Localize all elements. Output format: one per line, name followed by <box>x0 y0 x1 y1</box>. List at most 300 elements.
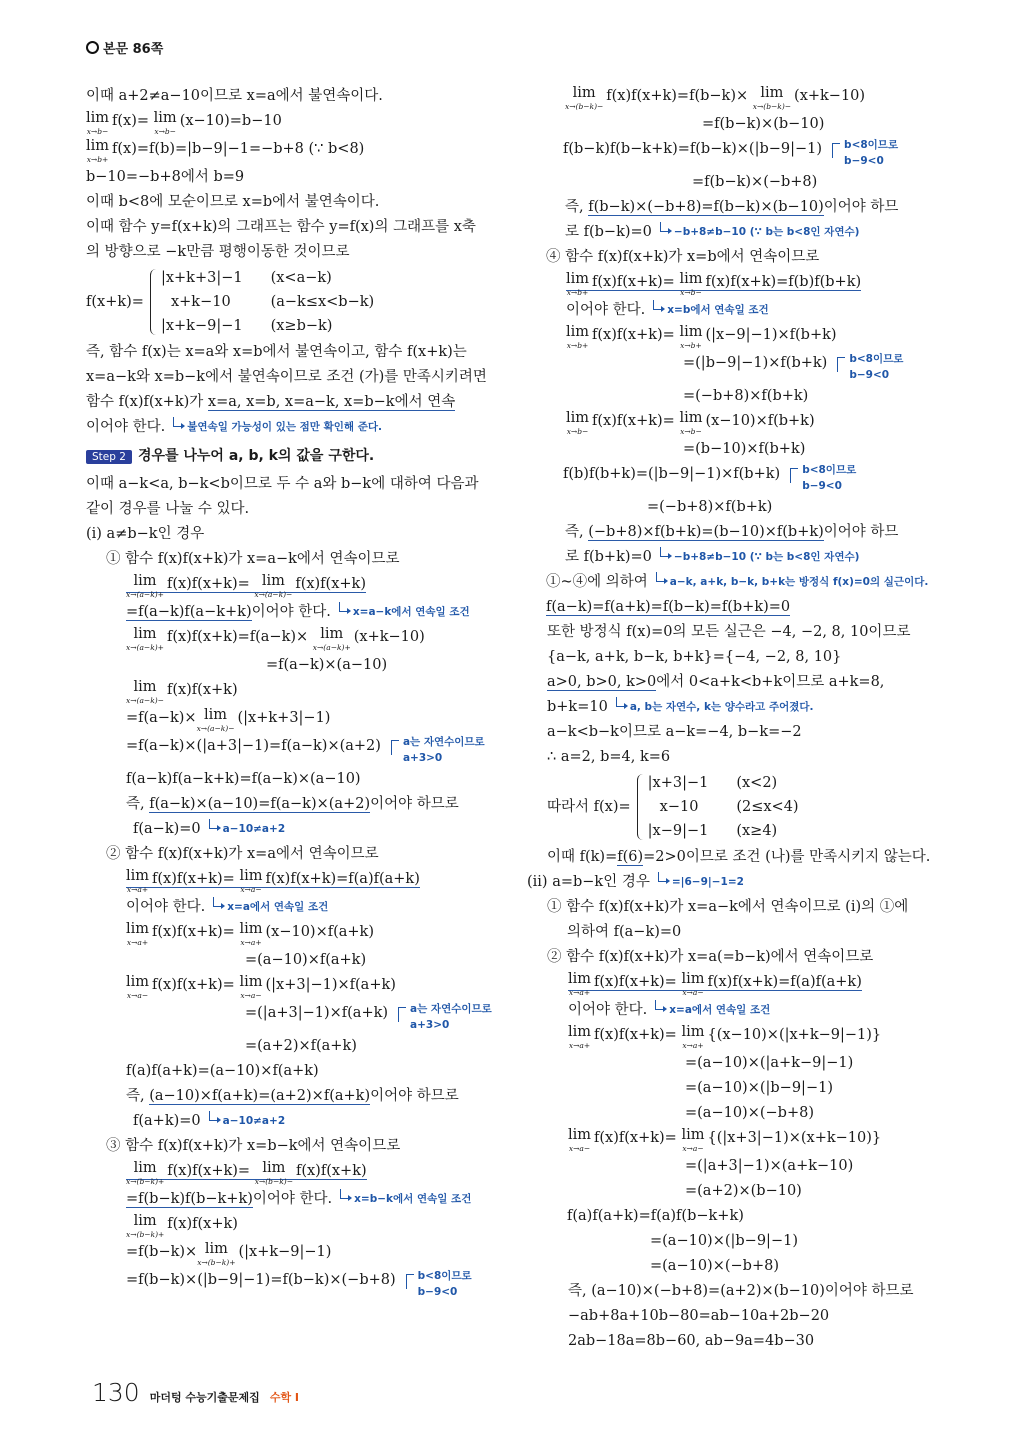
text-segment: f(x)f(x+k)= <box>594 1027 677 1043</box>
text-segment: =f(a−k)f(a−k+k) <box>126 604 252 620</box>
text-segment: lim <box>126 868 150 884</box>
text-segment: b<8이므로 <box>417 1270 472 1282</box>
limit-operator <box>681 1126 704 1153</box>
text-segment: x→a+ <box>682 1041 704 1050</box>
text-segment: f(x)f(x+k)= <box>152 977 235 993</box>
text-segment: lim <box>566 410 590 426</box>
math-line <box>86 948 506 972</box>
text-segment: =(a−10)×(−b+8) <box>685 1105 814 1121</box>
text-segment: x→(b−k)− <box>752 102 792 111</box>
limit-operator <box>566 323 589 350</box>
text-segment: f(x)f(x+k)= <box>592 274 675 290</box>
text-segment: f(a−k)f(a−k+k)=f(a−k)×(a−10) <box>126 771 361 787</box>
text-segment: 이어야 하므로 <box>370 1088 459 1104</box>
math-line <box>546 1154 956 1178</box>
text-segment: 의 방향으로 −k만큼 평행이동한 것이므로 <box>86 244 350 260</box>
text-segment: x→b− <box>680 427 702 436</box>
limit-operator <box>568 970 591 997</box>
text-segment: 이어야 한다. <box>86 419 166 435</box>
text-segment: x→(a−k)+ <box>312 643 351 652</box>
text-segment: a는 자연수이므로 <box>402 736 485 748</box>
text-segment <box>126 1160 367 1186</box>
text-segment: x→(a−k)+ <box>126 590 164 599</box>
text-segment: x→(b−k)+ <box>197 1258 236 1267</box>
text-segment: lim <box>681 1024 705 1040</box>
text-segment: x→b− <box>566 427 589 436</box>
limit-operator <box>86 137 109 164</box>
math-line <box>546 645 956 669</box>
text-segment: 즉, <box>565 524 589 540</box>
text-line <box>546 895 956 919</box>
limit-operator <box>126 973 149 1000</box>
text-segment: =2>0이므로 조건 (나)를 만족시키지 않는다. <box>643 849 931 865</box>
text-segment: lim <box>204 707 228 723</box>
page-footer <box>92 1378 997 1407</box>
text-line <box>546 545 956 569</box>
text-segment: lim <box>204 1241 228 1257</box>
text-segment: ∴ a=2, b=4, k=6 <box>547 749 671 765</box>
text-segment: x=a−k와 x=b−k에서 불연속이므로 조건 (가)를 만족시키려면 <box>86 369 487 385</box>
text-segment: lim <box>566 324 590 340</box>
math-line <box>86 920 506 947</box>
math-line <box>546 1254 956 1278</box>
step-badge: Step 2 <box>86 450 132 464</box>
math-line <box>86 817 506 841</box>
text-segment: 따라서 f(x)= <box>547 799 631 815</box>
limit-operator <box>679 409 702 436</box>
math-line <box>546 462 956 494</box>
text-segment: =(a−10)×(|b−9|−1) <box>685 1080 833 1096</box>
math-line <box>86 137 506 164</box>
text-segment: 이어야 하므로 <box>370 796 459 812</box>
text-segment: a는 자연수이므로 <box>410 1003 492 1015</box>
annotation-note: x=a−k에서 연속일 조건 <box>339 605 470 619</box>
circle-bullet-icon <box>86 41 99 54</box>
annotation-note: 불연속일 가능성이 있는 점만 확인해 준다. <box>173 420 382 434</box>
text-line <box>86 792 506 816</box>
math-line <box>546 137 956 169</box>
text-line <box>546 720 956 744</box>
text-line <box>86 84 506 108</box>
text-segment: lim <box>760 85 784 101</box>
text-segment: ③ 함수 f(x)f(x+k)가 x=b−k에서 연속이므로 <box>106 1138 401 1154</box>
text-segment: lim <box>126 974 150 990</box>
text-segment: x→(b−k)+ <box>126 1177 165 1186</box>
text-segment: f(x)f(x+k)= <box>152 871 235 887</box>
annotation-note: a−10≠a+2 <box>209 1114 285 1128</box>
math-line <box>546 595 956 619</box>
math-line <box>86 109 506 136</box>
text-segment: x→a− <box>682 988 704 997</box>
math-line <box>546 1179 956 1203</box>
math-line <box>86 1268 506 1300</box>
text-segment: x→a− <box>568 1144 591 1153</box>
right-column <box>527 83 956 1354</box>
text-segment: lim <box>86 138 110 154</box>
limit-operator <box>254 572 292 599</box>
text-line <box>86 1134 506 1158</box>
text-segment: (x≥b−k) <box>270 318 333 334</box>
text-segment: f(a−k)=f(a+k)=f(b−k)=f(b+k)=0 <box>546 599 791 615</box>
text-line <box>546 220 956 244</box>
text-segment: 즉, <box>565 199 589 215</box>
text-segment: b<8이므로 <box>849 353 904 365</box>
text-line <box>546 998 956 1022</box>
text-segment: x→a+ <box>126 885 149 894</box>
annotation-note <box>788 462 856 494</box>
limit-operator <box>126 572 164 599</box>
text-segment: x→(b−k)+ <box>126 1230 165 1239</box>
text-segment: x→a+ <box>568 988 591 997</box>
math-line <box>546 745 956 769</box>
text-segment: ①~④에 의하여 <box>546 574 648 590</box>
left-brace-icon <box>150 269 157 335</box>
limit-operator <box>239 867 262 894</box>
text-line <box>546 520 956 544</box>
math-line <box>86 678 506 705</box>
limit-operator <box>568 1126 591 1153</box>
math-line <box>546 1023 956 1050</box>
text-line <box>546 620 956 644</box>
text-segment <box>566 271 862 297</box>
text-segment: x→a+ <box>568 1041 591 1050</box>
math-line <box>86 653 506 677</box>
text-segment: (x<a−k) <box>270 270 332 286</box>
left-column <box>86 83 506 1301</box>
text-segment: lim <box>679 410 703 426</box>
text-segment: lim <box>239 974 263 990</box>
annotation-note: a, b는 자연수, k는 양수라고 주어졌다. <box>616 700 814 714</box>
text-segment: lim <box>239 921 263 937</box>
text-segment: {(|x+3|−1)×(x+k−10)} <box>707 1130 882 1146</box>
limit-operator <box>126 678 164 705</box>
text-segment: =(a−10)×(−b+8) <box>650 1258 779 1274</box>
text-segment: 이어야 하므 <box>823 199 899 215</box>
text-segment: lim <box>261 573 285 589</box>
math-line <box>546 1329 956 1353</box>
text-segment: 이어야 한다. <box>126 899 206 915</box>
text-segment: 이어야 한다. <box>251 604 331 620</box>
annotation-note: =|6−9|−1=2 <box>658 875 744 889</box>
math-line <box>86 973 506 1000</box>
text-segment: x→b− <box>86 127 109 136</box>
text-segment: 이어야 한다. <box>566 302 646 318</box>
text-segment: 이때 b<8에 모순이므로 x=b에서 불연속이다. <box>86 194 380 210</box>
limit-operator <box>681 1023 704 1050</box>
limit-operator <box>568 1023 591 1050</box>
text-segment: =(a+2)×f(a+k) <box>245 1038 357 1054</box>
text-segment: ① 함수 f(x)f(x+k)가 x=a−k에서 연속이므로 <box>106 551 400 567</box>
text-segment: b−9<0 <box>844 155 884 167</box>
math-line <box>546 437 956 461</box>
text-segment: f(x)f(x+k)= <box>594 974 677 990</box>
text-segment: 즉, (a−10)×(−b+8)=(a+2)×(b−10)이어야 하므로 <box>568 1283 914 1299</box>
text-segment: f(6) <box>617 849 644 865</box>
text-line <box>86 240 506 264</box>
text-line <box>86 547 506 571</box>
math-line <box>546 323 956 350</box>
text-segment: ① 함수 f(x)f(x+k)가 x=a−k에서 연속이므로 (i)의 ①에 <box>547 899 909 915</box>
text-segment: f(x)= <box>112 113 150 129</box>
text-segment: lim <box>572 85 596 101</box>
math-line <box>86 1187 506 1211</box>
text-segment: f(a)f(a+k)=(a−10)×f(a+k) <box>126 1063 319 1079</box>
math-line <box>546 384 956 408</box>
piecewise-function <box>86 266 506 338</box>
math-line <box>86 767 506 791</box>
limit-operator <box>566 409 589 436</box>
text-segment: |x+k−9|−1 <box>160 318 243 334</box>
text-segment: =(|a+3|−1)×(a+k−10) <box>685 1158 854 1174</box>
text-segment: (x−10)×f(a+k) <box>265 924 374 940</box>
text-segment: 의하여 f(a−k)=0 <box>567 924 682 940</box>
text-line <box>86 472 506 496</box>
text-segment: (x+k−10) <box>353 629 425 645</box>
text-line <box>86 1084 506 1108</box>
text-segment: x→(a−k)− <box>254 590 293 599</box>
text-segment: |x−9|−1 <box>647 823 709 839</box>
limit-operator <box>126 1212 164 1239</box>
text-segment: b+k=10 <box>547 699 608 715</box>
text-segment: lim <box>126 921 150 937</box>
text-segment: a+3>0 <box>410 1019 450 1031</box>
text-segment: lim <box>568 1024 592 1040</box>
text-segment: (|x+k−9|−1) <box>238 1244 332 1260</box>
text-segment: x→a− <box>240 885 262 894</box>
text-segment: (x<2) <box>736 775 778 791</box>
text-segment: x→a− <box>682 1144 704 1153</box>
limit-operator <box>197 706 235 733</box>
math-line <box>86 1159 506 1186</box>
text-segment: x→b+ <box>86 155 109 164</box>
text-segment: 2ab−18a=8b−60, ab−9a=4b−30 <box>568 1333 815 1349</box>
limit-operator <box>126 625 164 652</box>
text-segment: =f(b−k)× <box>126 1244 198 1260</box>
text-segment: 같이 경우를 나눌 수 있다. <box>86 501 250 517</box>
text-segment: b−9<0 <box>849 369 890 381</box>
text-segment: x→a+ <box>240 938 262 947</box>
text-segment: lim <box>681 1127 705 1143</box>
text-segment: 이때 f(k)= <box>547 849 618 865</box>
math-line <box>546 495 956 519</box>
text-segment: f(a−k)=0 <box>133 821 201 837</box>
text-segment: f(x)f(x+k)= <box>594 1130 677 1146</box>
text-segment: 이어야 한다. <box>568 1002 648 1018</box>
text-segment: 로 f(b+k)=0 <box>565 549 652 565</box>
text-segment: (x+k−10) <box>794 88 866 104</box>
text-line <box>546 195 956 219</box>
text-segment: f(x)f(x+k)=f(a)f(a+k) <box>707 974 862 990</box>
text-segment: ④ 함수 f(x)f(x+k)가 x=b에서 연속이므로 <box>546 249 820 265</box>
text-segment: lim <box>86 110 110 126</box>
text-segment: lim <box>566 271 590 287</box>
math-line <box>86 1001 506 1033</box>
math-line <box>86 1212 506 1239</box>
text-segment: lim <box>262 1160 286 1176</box>
text-line <box>86 842 506 866</box>
text-segment: −ab+8a+10b−80=ab−10a+2b−20 <box>568 1308 830 1324</box>
math-line <box>86 572 506 599</box>
limit-operator <box>255 1159 293 1186</box>
text-segment: =f(b−k)×(b−10) <box>702 116 825 132</box>
text-segment: x→b+ <box>566 288 589 297</box>
math-line <box>86 1059 506 1083</box>
text-segment: (i) a≠b−k인 경우 <box>86 526 205 542</box>
limit-operator <box>681 970 704 997</box>
text-segment: f(x)=f(b)=|b−9|−1=−b+8 (∵ b<8) <box>112 141 365 157</box>
text-segment: (ii) a=b−k인 경우 <box>527 874 650 890</box>
text-segment: b−9<0 <box>417 1286 458 1298</box>
left-brace-icon <box>637 774 644 840</box>
text-line <box>546 670 956 694</box>
text-segment: f(x)f(x+k)= <box>592 413 675 429</box>
text-segment: f(x)f(x+k)= <box>166 576 250 592</box>
text-segment: a+3>0 <box>402 752 443 764</box>
text-segment: 함수 f(x)f(x+k)가 <box>86 394 208 410</box>
math-line <box>86 600 506 624</box>
annotation-note: x=b−k에서 연속일 조건 <box>340 1192 471 1206</box>
text-line <box>86 365 506 389</box>
text-segment <box>126 868 420 894</box>
text-segment: lim <box>320 626 344 642</box>
text-segment: x→b+ <box>680 341 702 350</box>
text-segment: a−k<b−k이므로 a−k=−4, b−k=−2 <box>547 724 802 740</box>
text-segment: f(x)f(x+k)=f(a−k)× <box>166 629 309 645</box>
text-segment: x−10 <box>659 799 699 815</box>
annotation-note <box>404 1268 472 1300</box>
text-segment: f(b−k)f(b−k+k)=f(b−k)×(|b−9|−1) <box>563 141 823 157</box>
text-segment: |x+k+3|−1 <box>160 270 243 286</box>
text-segment: lim <box>239 868 263 884</box>
text-segment: =(|a+3|−1)×f(a+k) <box>245 1005 389 1021</box>
text-line <box>546 570 956 594</box>
annotation-note: −b+8≠b−10 (∵ b는 b<8인 자연수) <box>660 550 860 564</box>
text-line <box>546 298 956 322</box>
math-line <box>546 1204 956 1228</box>
text-line <box>546 920 956 944</box>
text-segment: f(a)f(a+k)=f(a)f(b−k+k) <box>567 1208 744 1224</box>
limit-operator <box>126 867 149 894</box>
text-segment <box>126 573 366 599</box>
text-line <box>86 165 506 189</box>
text-segment: (|x+3|−1)×f(a+k) <box>265 977 396 993</box>
text-line <box>86 390 506 414</box>
page-reference-label: 본문 86쪽 <box>103 42 164 57</box>
text-segment: lim <box>133 1213 157 1229</box>
annotation-note: a−k, a+k, b−k, b+k는 방정식 f(x)=0의 실근이다. <box>656 575 929 589</box>
text-line <box>546 845 956 869</box>
annotation-note <box>830 137 898 169</box>
annotation-note: x=b에서 연속일 조건 <box>653 303 768 317</box>
text-segment: 즉, <box>126 1088 150 1104</box>
page-reference <box>86 38 997 57</box>
text-segment: f(x)f(x+k)= <box>592 327 675 343</box>
text-segment: lim <box>133 1160 157 1176</box>
text-segment: lim <box>568 971 592 987</box>
text-segment: 에서 0<a+k<b+k이므로 a+k=8, <box>656 674 885 690</box>
math-line <box>546 1229 956 1253</box>
math-line <box>546 112 956 136</box>
columns <box>86 83 997 1354</box>
text-segment: b−9<0 <box>802 480 842 492</box>
text-line <box>86 215 506 239</box>
text-segment: b−10=−b+8에서 b=9 <box>86 169 245 185</box>
piecewise-cases <box>161 266 374 338</box>
text-line <box>86 190 506 214</box>
limit-operator <box>679 270 702 297</box>
math-line <box>86 1109 506 1133</box>
text-segment: x→b+ <box>566 341 589 350</box>
text-segment: lim <box>133 573 157 589</box>
text-segment: lim <box>679 271 703 287</box>
text-segment: (a−k≤x<b−k) <box>270 294 375 310</box>
math-line <box>86 1240 506 1267</box>
limit-operator <box>239 973 262 1000</box>
math-line <box>86 706 506 733</box>
text-segment: f(x)f(x+k)=f(b−k)× <box>606 88 749 104</box>
text-segment: 이때 a+2≠a−10이므로 x=a에서 불연속이다. <box>86 88 383 104</box>
limit-operator <box>239 920 262 947</box>
text-line <box>86 415 506 439</box>
text-segment: lim <box>681 971 705 987</box>
math-line <box>546 1126 956 1153</box>
math-line <box>546 695 956 719</box>
limit-operator <box>86 109 109 136</box>
subject-label: 수학 I <box>269 1391 299 1404</box>
math-line <box>546 409 956 436</box>
text-segment: x→(a−k)− <box>196 724 235 733</box>
case-heading <box>527 870 956 894</box>
math-line <box>546 1101 956 1125</box>
math-line <box>546 1076 956 1100</box>
text-segment: =f(b−k)×(|b−9|−1)=f(b−k)×(−b+8) <box>126 1272 396 1288</box>
text-segment: =(a+2)×(b−10) <box>685 1183 802 1199</box>
text-segment: 이때 함수 y=f(x+k)의 그래프는 함수 y=f(x)의 그래프를 x축 <box>86 219 476 235</box>
limit-operator <box>197 1240 235 1267</box>
limit-operator <box>679 323 702 350</box>
text-segment: (−b+8)×f(b+k)=(b−10)×f(b+k) <box>588 524 824 540</box>
text-segment: x→(a−k)− <box>126 696 164 705</box>
text-segment: 즉, 함수 f(x)는 x=a와 x=b에서 불연속이고, 함수 f(x+k)는 <box>86 344 467 360</box>
limit-operator <box>565 84 603 111</box>
step-heading <box>86 445 506 468</box>
text-segment: f(x)f(x+k)= <box>152 924 235 940</box>
text-segment: x→b− <box>680 288 702 297</box>
math-line <box>86 867 506 894</box>
math-line <box>546 1051 956 1075</box>
text-segment: {(x−10)×(|x+k−9|−1)} <box>707 1027 882 1043</box>
text-segment: =(−b+8)×f(b+k) <box>647 499 773 515</box>
text-segment: ② 함수 f(x)f(x+k)가 x=a(=b−k)에서 연속이므로 <box>547 949 874 965</box>
limit-operator <box>126 920 149 947</box>
text-line <box>86 497 506 521</box>
piecewise-cases <box>648 771 799 843</box>
case-heading <box>86 522 506 546</box>
text-segment: (x−10)×f(b+k) <box>705 413 815 429</box>
text-segment: x→a− <box>240 991 262 1000</box>
text-segment: f(x)f(x+k) <box>166 682 238 698</box>
math-line <box>86 1034 506 1058</box>
text-segment: =f(a−k)×(a−10) <box>266 657 388 673</box>
text-segment: x→a+ <box>126 938 149 947</box>
text-segment: =(a−10)×(|a+k−9|−1) <box>685 1055 854 1071</box>
text-segment: (x≥4) <box>736 823 778 839</box>
text-segment: =(a−10)×f(a+k) <box>245 952 367 968</box>
annotation-note: x=a에서 연속일 조건 <box>655 1003 770 1017</box>
text-segment: lim <box>133 679 157 695</box>
text-segment: f(x)f(x+k) <box>295 576 366 592</box>
text-segment: lim <box>133 626 157 642</box>
